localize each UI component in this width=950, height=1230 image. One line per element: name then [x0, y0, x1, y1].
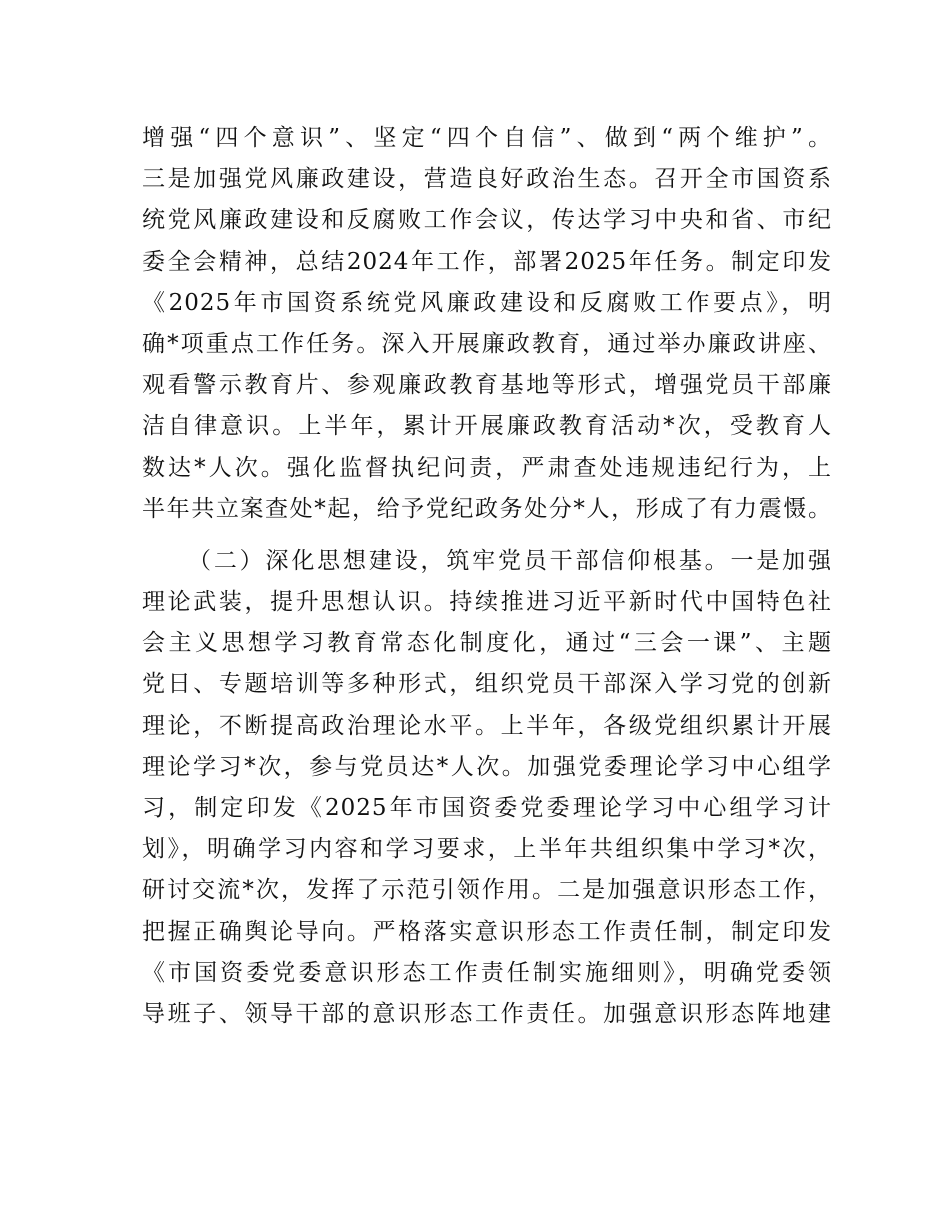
text-line: 划》，明确学习内容和学习要求，上半年共组织集中学习*次， — [142, 836, 832, 863]
paragraph-gap — [142, 530, 832, 541]
text-line: 确*项重点工作任务。深入开展廉政教育，通过举办廉政讲座、 — [142, 330, 832, 357]
text-line: 半年共立案查处*起，给予党纪政务处分*人，形成了有力震慑。 — [142, 495, 832, 522]
text-line: 《市国资委党委意识形态工作责任制实施细则》，明确党委领 — [142, 959, 832, 986]
text-line: 数达*人次。强化监督执纪问责，严肃查处违规违纪行为，上 — [142, 454, 832, 481]
text-line: （二）深化思想建设，筑牢党员干部信仰根基。一是加强 — [188, 547, 832, 574]
document-body — [142, 118, 832, 1035]
text-line: 研讨交流*次，发挥了示范引领作用。二是加强意识形态工作， — [142, 877, 832, 904]
text-line: 党日、专题培训等多种形式，组织党员干部深入学习党的创新 — [142, 671, 832, 698]
text-line: 观看警示教育片、参观廉政教育基地等形式，增强党员干部廉 — [142, 372, 832, 399]
text-line: 统党风廉政建设和反腐败工作会议，传达学习中央和省、市纪 — [142, 207, 832, 234]
paragraph-2 — [142, 541, 832, 1035]
text-line: 洁自律意识。上半年，累计开展廉政教育活动*次，受教育人 — [142, 413, 832, 440]
text-line: 把握正确舆论导向。严格落实意识形态工作责任制，制定印发 — [142, 918, 832, 945]
text-line: 增强“四个意识”、坚定“四个自信”、做到“两个维护”。 — [142, 125, 832, 151]
text-line: 理论，不断提高政治理论水平。上半年，各级党组织累计开展 — [142, 712, 832, 739]
text-line: 会主义思想学习教育常态化制度化，通过“三会一课”、主题 — [142, 630, 832, 657]
text-line: 理论武装，提升思想认识。持续推进习近平新时代中国特色社 — [142, 589, 832, 616]
text-line: 习，制定印发《2025年市国资委党委理论学习中心组学习计 — [142, 795, 832, 821]
text-line: 委全会精神，总结2024年工作，部署2025年任务。制定印发 — [142, 248, 832, 275]
text-line: 导班子、领导干部的意识形态工作责任。加强意识形态阵地建 — [142, 1000, 832, 1027]
text-line: 《2025年市国资系统党风廉政建设和反腐败工作要点》，明 — [142, 289, 832, 316]
paragraph-1 — [142, 118, 832, 530]
text-line: 理论学习*次，参与党员达*人次。加强党委理论学习中心组学 — [142, 753, 832, 780]
text-line: 三是加强党风廉政建设，营造良好政治生态。召开全市国资系 — [142, 166, 832, 193]
